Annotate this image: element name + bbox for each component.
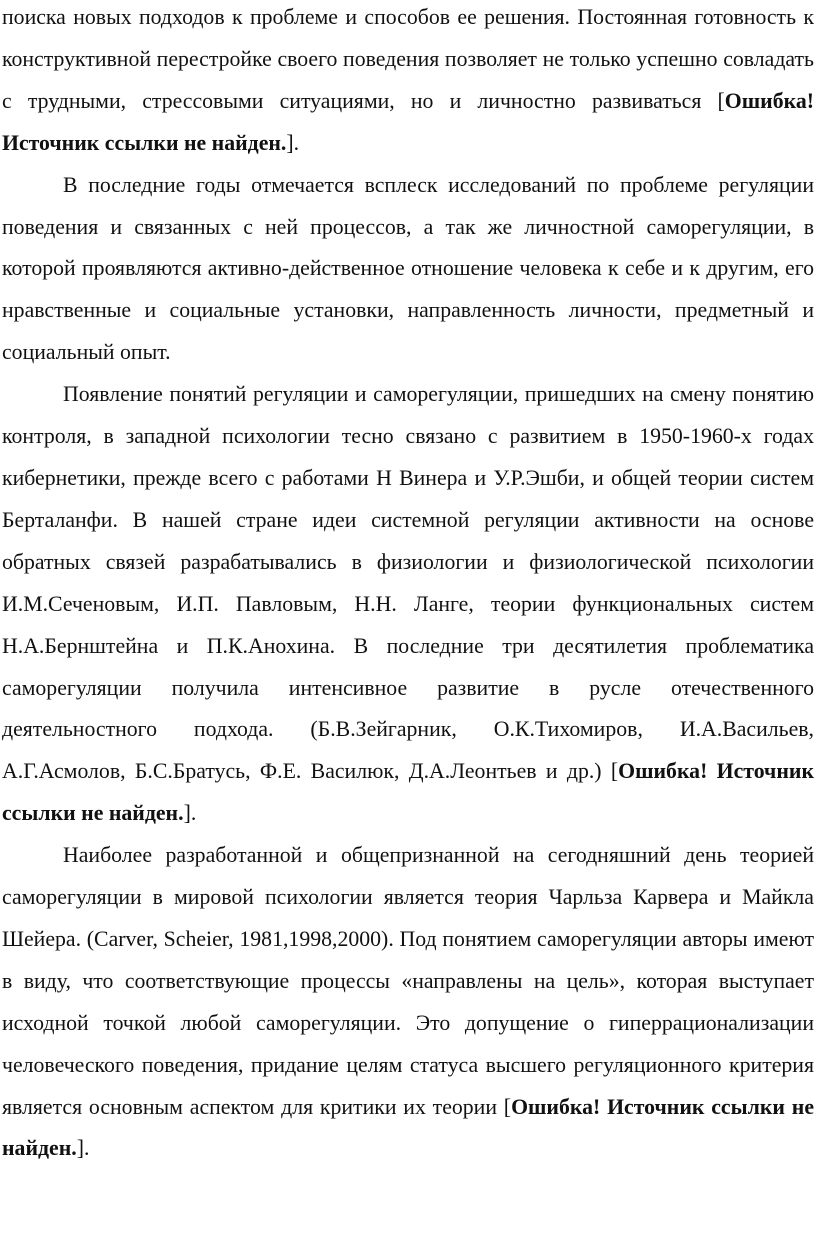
paragraph-1: [2, 0, 814, 165]
reference-error-text: Ошибка! Источник ссылки не найден.: [2, 88, 814, 155]
paragraph-2: [2, 165, 814, 375]
paragraph-3: [2, 374, 814, 835]
paragraph-text: ].: [286, 130, 300, 155]
paragraph-text: Появление понятий регуляции и саморегуляции, пришедших на смену понятию контроля, в западной психологии тесно связано с развитием в 1950-1960-х годах кибернетики, прежде всего с работами Н Винера и У.Р.Эшби, и общей теории систем Берталанфи. В нашей стране идеи системной регуляции активности на основе обратных связей разрабатывались в физиологии и физиологической психологии И.М.Сеченовым, И.П. Павловым, Н.Н. Ланге, теории функциональных систем Н.А.Бернштейна и П.К.Анохина. В последние три десятилетия проблематика саморегуляции получила интенсивное развитие в русле отечественного деятельностного подхода. (Б.В.Зейгарник, О.К.Тихомиров, И.А.Васильев, А.Г.Асмолов, Б.С.Братусь, Ф.Е. Василюк, Д.А.Леонтьев и др.) [: [2, 382, 814, 784]
paragraph-text: Наиболее разработанной и общепризнанной на сегодняшний день теорией саморегуляции в мировой психологии является теория Чарльза Карвера и Майкла Шейера. (Carver, Scheier, 1981,1998,2000). Под понятием саморегуляции авторы имеют в виду, что соответствующие процессы «направлены на цель», которая выступает исходной точкой любой саморегуляции. Это допущение о гиперрационализации человеческого поведения, придание целям статуса высшего регуляционного критерия является основным аспектом для критики их теории [: [2, 843, 814, 1119]
paragraph-text: ].: [183, 801, 197, 826]
paragraph-4: [2, 835, 814, 1170]
paragraph-text: поиска новых подходов к проблеме и способов ее решения. Постоянная готовность к конструктивной перестройке своего поведения позволяет не только успешно совладать с трудными, стрессовыми ситуациями, но и личностно развиваться [: [2, 5, 814, 113]
paragraph-text: В последние годы отмечается всплеск исследований по проблеме регуляции поведения и связанных с ней процессов, а так же личностной саморегуляции, в которой проявляются активно-действенное отношение человека к себе и к другим, его нравственные и социальные установки, направленность личности, предметный и социальный опыт.: [2, 172, 814, 365]
paragraph-text: ].: [76, 1136, 90, 1161]
reference-error-text: Ошибка! Источник ссылки не найден.: [2, 1094, 814, 1161]
reference-error-text: Ошибка! Источник ссылки не найден.: [2, 759, 815, 826]
